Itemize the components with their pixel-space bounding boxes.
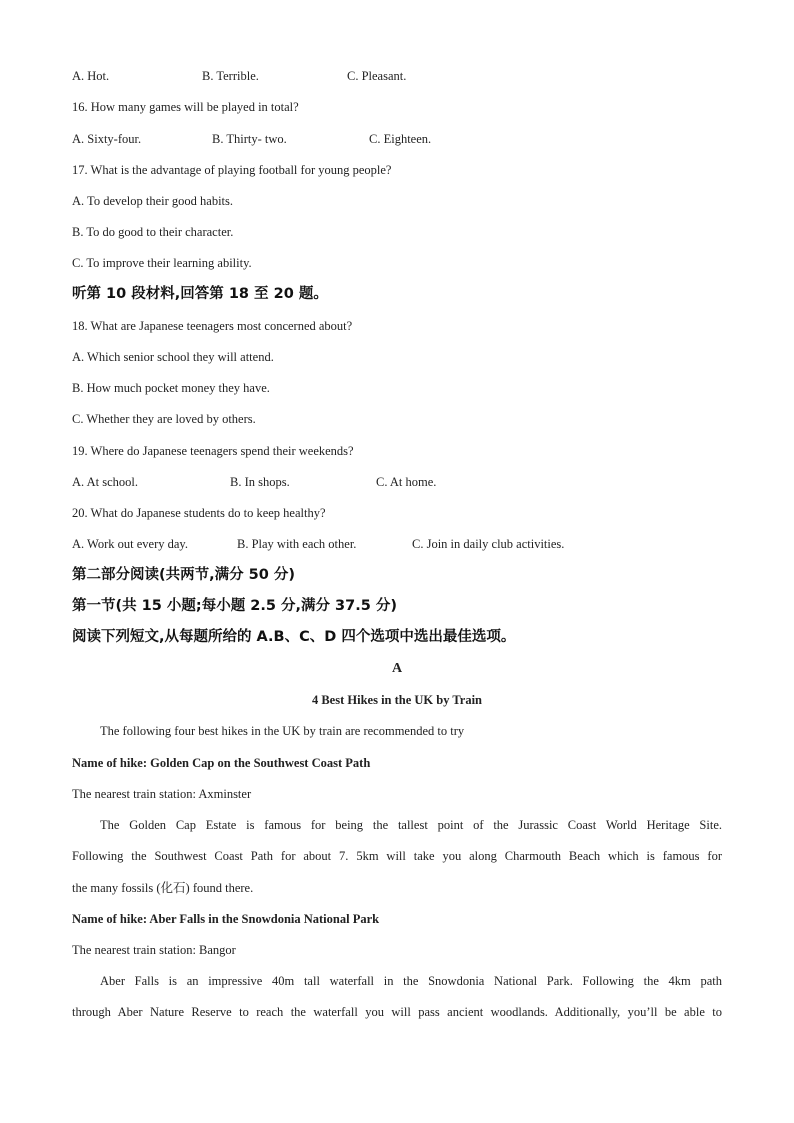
passage-letter: A: [391, 661, 403, 676]
q15-option-c: C. Pleasant.: [347, 69, 407, 83]
q18-option-b: B. How much pocket money they have.: [72, 381, 270, 395]
q18-question: 18. What are Japanese teenagers most concerned about?: [72, 319, 353, 333]
section-1-heading: 第一节(共 15 小题;每小题 2.5 分,满分 37.5 分): [72, 598, 397, 614]
hike-2-name: Name of hike: Aber Falls in the Snowdonia National Park: [72, 912, 380, 926]
hike-1-name: Name of hike: Golden Cap on the Southwest Coast Path: [72, 756, 371, 770]
q16-option-a: A. Sixty-four.: [72, 132, 142, 146]
hike-2-paragraph-line-2: through Aber Nature Reserve to reach the waterfall you will pass ancient woodlands. Additionally, you’ll be able to: [72, 1005, 722, 1019]
q15-option-b: B. Terrible.: [202, 69, 259, 83]
q16-question: 16. How many games will be played in total?: [72, 100, 299, 114]
q18-option-a: A. Which senior school they will attend.: [72, 350, 274, 364]
q20-question: 20. What do Japanese students do to keep healthy?: [72, 506, 326, 520]
q20-option-b: B. Play with each other.: [237, 537, 357, 551]
q17-option-a: A. To develop their good habits.: [72, 194, 234, 208]
q20-option-a: A. Work out every day.: [72, 537, 188, 551]
q19-option-b: B. In shops.: [230, 475, 290, 489]
hike-2-station: The nearest train station: Bangor: [72, 943, 236, 957]
q15-option-a: A. Hot.: [72, 69, 110, 83]
passage-intro: The following four best hikes in the UK by train are recommended to try: [100, 724, 465, 738]
hike-1-paragraph-line-2: Following the Southwest Coast Path for about 7. 5km will take you along Charmouth Beach which is famous for: [72, 849, 722, 863]
q18-option-c: C. Whether they are loved by others.: [72, 412, 256, 426]
q16-option-c: C. Eighteen.: [369, 132, 432, 146]
reading-instruction: 阅读下列短文,从每题所给的 A.B、C、D 四个选项中选出最佳选项。: [72, 629, 516, 645]
q20-option-c: C. Join in daily club activities.: [412, 537, 565, 551]
q19-option-c: C. At home.: [376, 475, 437, 489]
passage-title: 4 Best Hikes in the UK by Train: [311, 693, 483, 707]
q17-question: 17. What is the advantage of playing football for young people?: [72, 163, 392, 177]
section-10-heading: 听第 10 段材料,回答第 18 至 20 题。: [72, 286, 328, 302]
q16-option-b: B. Thirty- two.: [212, 132, 287, 146]
part-2-heading: 第二部分阅读(共两节,满分 50 分): [72, 567, 296, 583]
q17-option-b: B. To do good to their character.: [72, 225, 234, 239]
hike-1-paragraph-line-1: The Golden Cap Estate is famous for being the tallest point of the Jurassic Coast World Heritage Site.: [100, 818, 722, 832]
hike-2-paragraph-line-1: Aber Falls is an impressive 40m tall waterfall in the Snowdonia National Park. Following the 4km path: [100, 974, 722, 988]
hike-1-station: The nearest train station: Axminster: [72, 787, 252, 801]
q19-option-a: A. At school.: [72, 475, 138, 489]
q17-option-c: C. To improve their learning ability.: [72, 256, 252, 270]
q19-question: 19. Where do Japanese teenagers spend their weekends?: [72, 444, 354, 458]
hike-1-paragraph-line-3: the many fossils (化石) found there.: [72, 881, 254, 895]
